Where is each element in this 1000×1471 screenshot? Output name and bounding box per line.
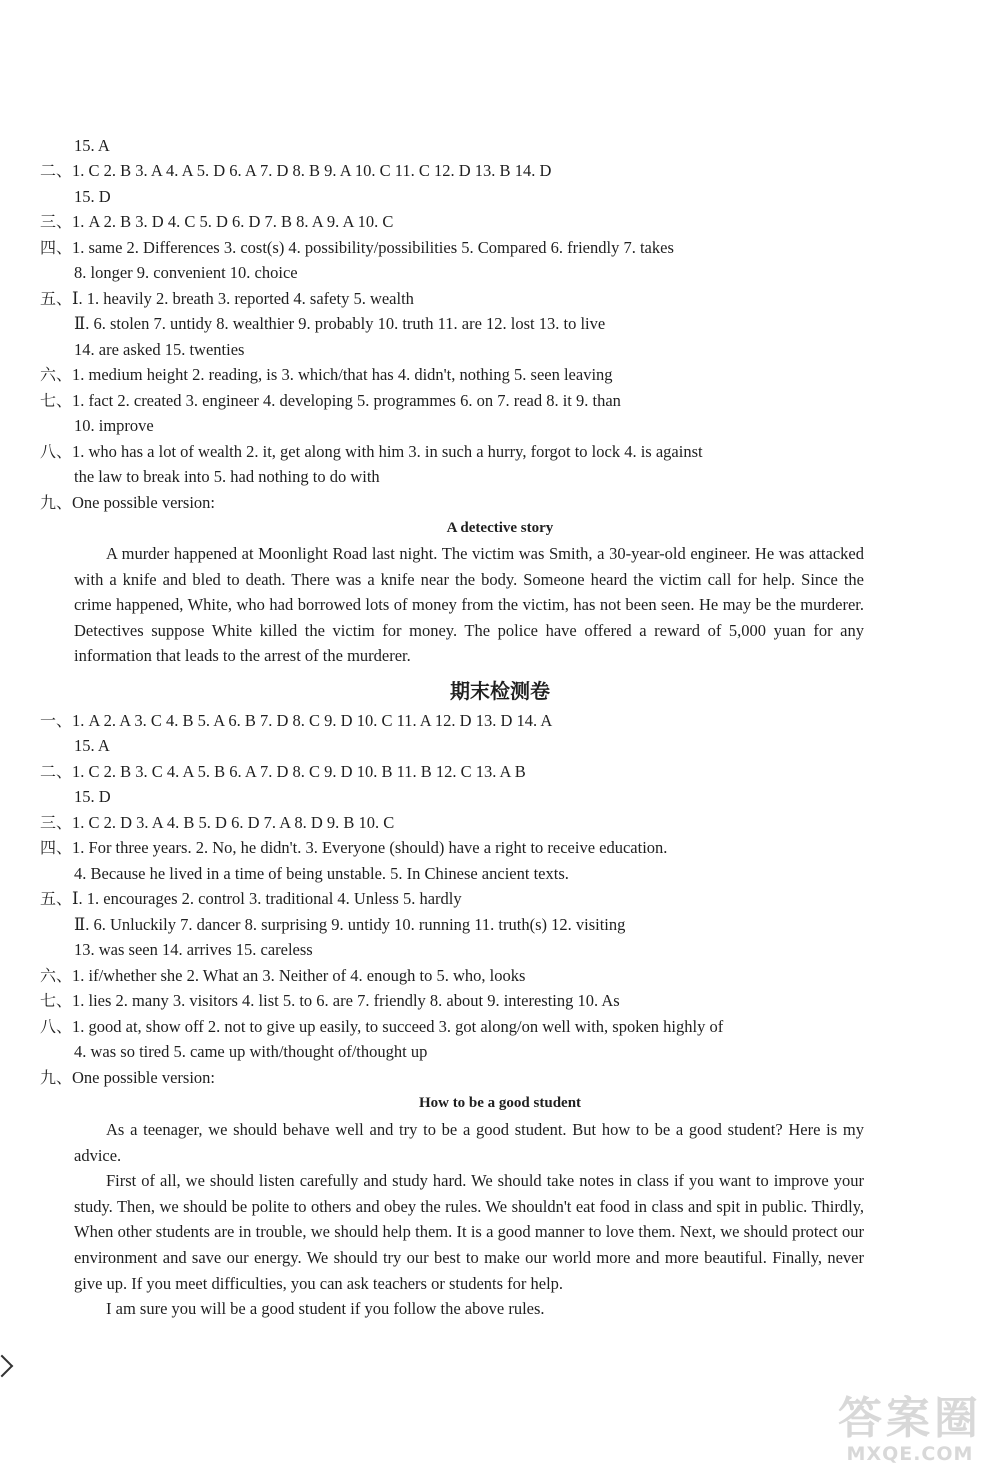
essay-body xyxy=(74,541,864,669)
answer-line: Ⅱ. 6. Unluckily 7. dancer 8. surprising 9. untidy 10. running 11. truth(s) 12. visiting xyxy=(74,915,626,934)
answer-line: 八、1. who has a lot of wealth 2. it, get along with him 3. in such a hurry, forgot to lock 4. is against xyxy=(40,442,703,461)
answer-line: 4. Because he lived in a time of being unstable. 5. In Chinese ancient texts. xyxy=(74,864,569,883)
essay-paragraph: As a teenager, we should behave well and try to be a good student. But how to be a good student? Here is my advice. xyxy=(74,1120,864,1165)
essay-body xyxy=(74,1117,864,1322)
watermark-url: MXQE.COM xyxy=(846,1443,974,1465)
answer-line: 八、1. good at, show off 2. not to give up easily, to succeed 3. got along/on well with, spoken highly of xyxy=(40,1017,724,1036)
answer-line: 六、1. if/whether she 2. What an 3. Neither of 4. enough to 5. who, looks xyxy=(40,966,526,985)
answer-line: 14. are asked 15. twenties xyxy=(74,340,245,359)
answer-line: 一、1. A 2. A 3. C 4. B 5. A 6. B 7. D 8. C 9. D 10. C 11. A 12. D 13. D 14. A xyxy=(40,711,553,730)
answer-line: 五、Ⅰ. 1. heavily 2. breath 3. reported 4. safety 5. wealth xyxy=(40,289,414,308)
section-title: 期末检测卷 xyxy=(450,679,550,703)
essay-paragraph: I am sure you will be a good student if you follow the above rules. xyxy=(106,1299,545,1319)
answer-line: 五、Ⅰ. 1. encourages 2. control 3. traditional 4. Unless 5. hardly xyxy=(40,889,462,908)
watermark xyxy=(838,1395,982,1465)
answer-line: 四、1. For three years. 2. No, he didn't. 3. Everyone (should) have a right to receive education. xyxy=(40,838,668,857)
answer-line: 三、1. C 2. D 3. A 4. B 5. D 6. D 7. A 8. D 9. B 10. C xyxy=(40,813,395,832)
answer-line: 13. was seen 14. arrives 15. careless xyxy=(74,940,313,959)
essay-title: A detective story xyxy=(446,520,554,536)
answer-line: 10. improve xyxy=(74,416,154,435)
answer-line: 4. was so tired 5. came up with/thought of/thought up xyxy=(74,1042,428,1061)
answer-line: 七、1. lies 2. many 3. visitors 4. list 5. to 6. are 7. friendly 8. about 9. interesting 10. As xyxy=(40,991,620,1010)
answer-line: Ⅱ. 6. stolen 7. untidy 8. wealthier 9. probably 10. truth 11. are 12. lost 13. to live xyxy=(74,314,606,333)
essay-paragraph: First of all, we should listen carefully and study hard. We should take notes in class if you want to improve your study. Then, we should be polite to others and obey the rules. We shouldn't eat food in class and spit in public. Thirdly, When other students are in trouble, we should help them. It is a good manner to love them. Next, we should protect our environment and save our energy. We should try our best to make our world more and more beautiful. Finally, never give up. If you meet difficulties, you can ask teachers or students for help. xyxy=(74,1171,864,1293)
answer-line: 15. A xyxy=(74,136,110,155)
watermark-logo: 答案圈 xyxy=(838,1393,982,1444)
essay-title: How to be a good student xyxy=(418,1095,582,1111)
answer-line: 15. D xyxy=(74,787,111,806)
answer-line: 8. longer 9. convenient 10. choice xyxy=(74,263,298,282)
answer-line: 九、One possible version: xyxy=(40,1068,215,1087)
page-turn-chevron-icon xyxy=(0,1355,13,1378)
answer-line: 15. D xyxy=(74,187,111,206)
answer-line: 三、1. A 2. B 3. D 4. C 5. D 6. D 7. B 8. A 9. A 10. C xyxy=(40,212,394,231)
answer-line: the law to break into 5. had nothing to do with xyxy=(74,467,380,486)
answer-line: 四、1. same 2. Differences 3. cost(s) 4. possibility/possibilities 5. Compared 6. friendly 7. takes xyxy=(40,238,674,257)
answer-line: 15. A xyxy=(74,736,110,755)
answer-line: 九、One possible version: xyxy=(40,493,215,512)
answer-line: 七、1. fact 2. created 3. engineer 4. developing 5. programmes 6. on 7. read 8. it 9. than xyxy=(40,391,621,410)
essay-paragraph: A murder happened at Moonlight Road last night. The victim was Smith, a 30-year-old engineer. He was attacked with a knife and bled to death. There was a knife near the body. Someone heard the victim call for help. Since the crime happened, White, who had borrowed lots of money from the victim, has not been seen. He may be the murderer. Detectives suppose White killed the victim for money. The police have offered a reward of 5,000 yuan for any information that leads to the arrest of the murderer. xyxy=(74,544,864,666)
answer-line: 二、1. C 2. B 3. A 4. A 5. D 6. A 7. D 8. B 9. A 10. C 11. C 12. D 13. B 14. D xyxy=(40,161,552,180)
answer-line: 二、1. C 2. B 3. C 4. A 5. B 6. A 7. D 8. C 9. D 10. B 11. B 12. C 13. A B xyxy=(40,762,526,781)
answer-line: 六、1. medium height 2. reading, is 3. which/that has 4. didn't, nothing 5. seen leaving xyxy=(40,365,613,384)
